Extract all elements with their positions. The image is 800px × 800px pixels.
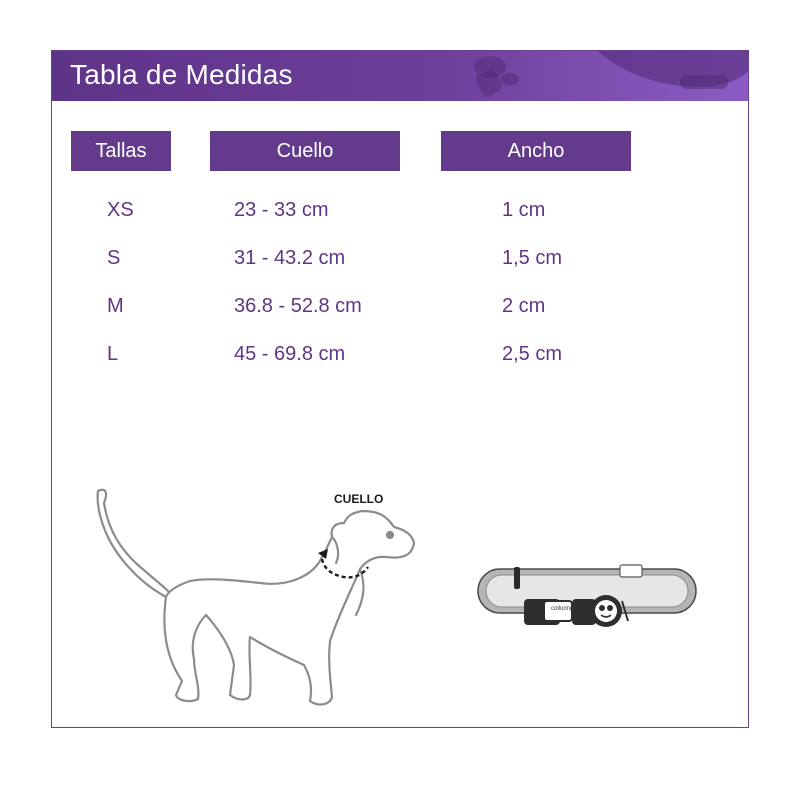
collar-tag-text: colloring xyxy=(551,606,574,612)
dog-outline-icon xyxy=(98,490,414,705)
table-cell-size: M xyxy=(107,295,124,317)
table-cell-width: 2 cm xyxy=(502,295,546,317)
table-cell-neck: 36.8 - 52.8 cm xyxy=(234,295,362,317)
collar-icon xyxy=(478,565,696,627)
size-chart-card xyxy=(51,50,749,728)
table-cell-neck: 31 - 43.2 cm xyxy=(234,247,346,269)
table-cell-width: 1 cm xyxy=(502,199,546,221)
header-banner xyxy=(52,51,748,101)
page-title: Tabla de Medidas xyxy=(70,59,293,90)
table-cell-size: L xyxy=(107,343,119,365)
table-cell-neck: 23 - 33 cm xyxy=(234,199,329,221)
neck-label: CUELLO xyxy=(334,492,384,506)
table-cell-neck: 45 - 69.8 cm xyxy=(234,343,346,365)
table-cell-width: 1,5 cm xyxy=(502,247,563,269)
table-cell-size: XS xyxy=(107,199,134,221)
table-cell-width: 2,5 cm xyxy=(502,343,563,365)
table-cell-size: S xyxy=(107,247,121,269)
column-header-cuello: Cuello xyxy=(210,131,400,171)
column-header-tallas: Tallas xyxy=(71,131,171,171)
dog-illustration xyxy=(90,451,430,711)
column-header-ancho: Ancho xyxy=(441,131,631,171)
collar-illustration xyxy=(472,551,702,641)
collar-decoration-icon xyxy=(448,51,748,101)
